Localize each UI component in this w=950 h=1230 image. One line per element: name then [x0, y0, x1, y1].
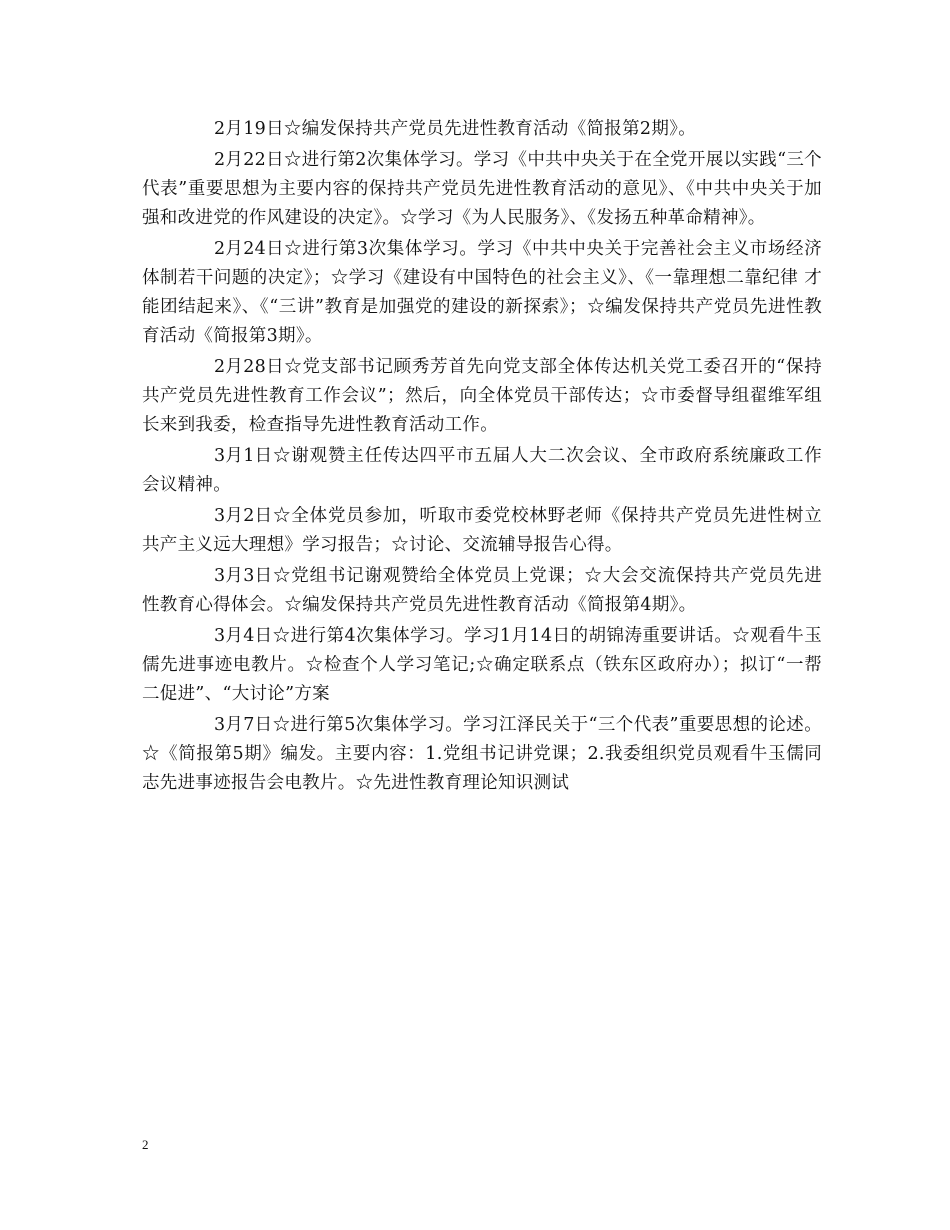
- entry-date: 2月22日: [214, 150, 284, 170]
- entry-text: ☆进行第5次集体学习。学习江泽民关于“三个代表”重要思想的论述。☆《简报第5期》编发。主要内容：1.党组书记讲党课；2.我委组织党员观看牛玉儒同志先进事迹报告会电教片。☆先进性教育理论知识测试: [142, 715, 822, 793]
- entry-feb-22: [142, 146, 822, 233]
- entry-text: ☆编发保持共产党员先进性教育活动《简报第2期》。: [283, 119, 696, 139]
- entry-text: ☆进行第4次集体学习。学习1月14日的胡锦涛重要讲话。☆观看牛玉儒先进事迹电教片。☆检查个人学习笔记;☆确定联系点（铁东区政府办）；拟订“一帮二促进”、“大讨论”方案: [142, 626, 822, 704]
- entry-date: 2月24日: [214, 239, 284, 259]
- entry-text: ☆进行第3次集体学习。学习《中共中央关于完善社会主义市场经济体制若干问题的决定》；☆学习《建设有中国特色的社会主义》、《一靠理想二靠纪律 才能团结起来》、《“三讲”教育是加强党的建设的新探索》；☆编发保持共产党员先进性教育活动《简报第3期》。: [142, 239, 822, 346]
- entry-date: 3月1日: [214, 446, 273, 466]
- document-body: [142, 115, 822, 800]
- entry-text: ☆谢观赞主任传达四平市五届人大二次会议、全市政府系统廉政工作会议精神。: [142, 446, 822, 495]
- entry-date: 2月19日: [214, 119, 284, 139]
- entry-date: 3月2日: [214, 506, 273, 526]
- entry-text: ☆党支部书记顾秀芳首先向党支部全体传达机关党工委召开的“保持共产党员先进性教育工作会议”；然后，向全体党员干部传达；☆市委督导组翟维军组长来到我委，检查指导先进性教育活动工作。: [142, 357, 822, 435]
- entry-date: 3月3日: [214, 566, 273, 586]
- entry-date: 2月28日: [214, 357, 284, 377]
- entry-mar-7: [142, 711, 822, 798]
- entry-text: ☆党组书记谢观赞给全体党员上党课；☆大会交流保持共产党员先进性教育心得体会。☆编发保持共产党员先进性教育活动《简报第4期》。: [142, 566, 822, 615]
- entry-mar-2: [142, 502, 822, 560]
- entry-feb-28: [142, 353, 822, 440]
- entry-mar-1: [142, 442, 822, 500]
- entry-date: 3月4日: [214, 626, 273, 646]
- entry-mar-4: [142, 622, 822, 709]
- entry-date: 3月7日: [214, 715, 273, 735]
- entry-feb-19: [142, 115, 822, 144]
- entry-text: ☆进行第2次集体学习。学习《中共中央关于在全党开展以实践“三个代表”重要思想为主要内容的保持共产党员先进性教育活动的意见》、《中共中央关于加强和改进党的作风建设的决定》。☆学习《为人民服务》、《发扬五种革命精神》。: [142, 150, 822, 228]
- entry-feb-24: [142, 235, 822, 351]
- page-number: 2: [142, 1137, 149, 1152]
- entry-text: ☆全体党员参加，听取市委党校林野老师《保持共产党员先进性树立共产主义远大理想》学习报告；☆讨论、交流辅导报告心得。: [142, 506, 822, 555]
- entry-mar-3: [142, 562, 822, 620]
